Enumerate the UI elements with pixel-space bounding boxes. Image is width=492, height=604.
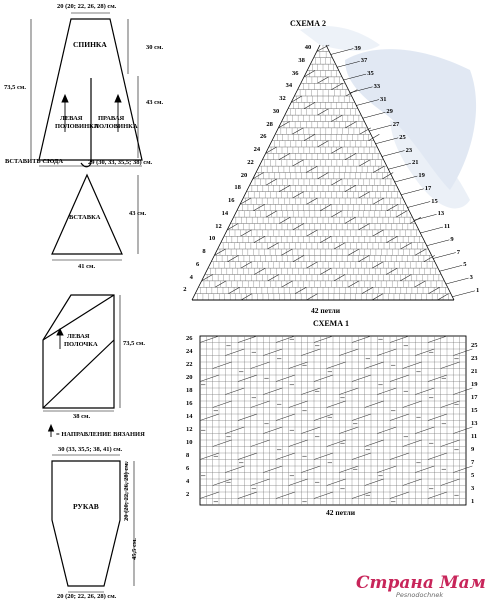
scheme1-row-number: 13 [471,419,478,427]
scheme2-row-number: 2 [183,286,187,294]
scheme2-row-number: 20 [240,171,248,179]
scheme2-row-number: 8 [202,248,206,256]
back-top-width: 20 (20; 22, 26, 28) см. [57,3,117,10]
scheme1-row-number: 18 [186,387,193,395]
scheme1-cross-symbol [276,375,295,382]
scheme1-cross-symbol [314,336,333,343]
scheme1-cross-symbol [301,427,320,434]
scheme1-row-number: 10 [186,439,193,447]
scheme2-row-number: 16 [228,197,235,205]
scheme1-row-number: 9 [471,445,475,453]
left-half-label-2: ПОЛОВИНКА [55,123,99,130]
scheme1-row-number: 23 [471,354,478,362]
scheme1-cross-symbol [453,349,472,356]
scheme1-cross-symbol [453,427,472,434]
scheme1-cross-symbol [377,427,396,434]
scheme1-cross-symbol [403,362,422,369]
scheme1-row-number: 24 [186,348,193,356]
scheme2-row-number: 39 [354,44,361,52]
scheme2-title: СХЕМА 2 [290,19,327,28]
back-lower-height: 43 см. [146,99,164,106]
sleeve-top-width: 30 (33, 35,5; 38, 41) см. [58,446,123,453]
scheme2-row-number: 36 [292,69,299,77]
scheme1-cross-symbol [352,336,371,343]
back-bottom-width: 29 (30, 33, 35,5; 38) см. [88,159,153,166]
scheme1-cross-symbol [365,479,384,486]
scheme2-row-number: 15 [431,197,438,205]
scheme1-cross-symbol [263,466,282,473]
scheme1-cross-symbol [289,479,308,486]
scheme1-cross-symbol [225,388,244,395]
scheme1-cross-symbol [352,375,371,382]
scheme2-row-number: 33 [373,82,381,90]
scheme2-row-number: 22 [247,158,254,166]
scheme1-cross-symbol [441,440,460,447]
scheme1-cross-symbol [377,466,396,473]
scheme1-row-number: 17 [471,393,478,401]
scheme2-row-number: 9 [450,235,454,243]
scheme2-row-number: 29 [386,108,393,116]
scheme2-row-number: 19 [418,172,425,180]
scheme1-row-number: 26 [186,335,193,343]
scheme1-cross-symbol [314,492,333,499]
sleeve-bottom-width: 20 (20; 22, 26, 28) см. [57,593,117,600]
scheme1-cross-symbol [213,440,232,447]
scheme2-row-number: 21 [412,159,419,167]
scheme1-cross-symbol [314,453,333,460]
scheme1-cross-symbol [339,427,358,434]
scheme1-row-number: 1 [471,497,475,505]
scheme1-cross-symbol [390,414,409,421]
scheme1-row-number: 25 [471,341,478,349]
scheme2-row-number: 28 [266,120,273,128]
left-front-height: 73,5 см. [123,340,145,347]
scheme2-row-number: 17 [424,184,432,192]
scheme2-row-number: 12 [215,222,222,230]
watermark-brand: Страна Мам [356,573,486,593]
scheme1-cross-symbol [365,362,384,369]
insert-width: 41 см. [78,263,96,270]
scheme1-cross-symbol [301,349,320,356]
scheme1-row-number: 14 [186,413,193,421]
scheme1-cross-symbol [213,401,232,408]
scheme1-cross-symbol [327,479,346,486]
scheme2-row-number: 4 [189,273,193,281]
scheme2-row-number: 25 [399,133,406,141]
scheme2-row-number: 26 [260,133,267,141]
scheme1-cross-symbol [200,414,219,421]
back-label: СПИНКА [73,40,107,49]
scheme1-row-number: 21 [471,367,478,375]
scheme2-row-number: 3 [469,274,473,282]
scheme1-cross-symbol [403,401,422,408]
scheme1-row-number: 15 [471,406,478,414]
scheme2-row-number: 27 [392,121,400,129]
scheme2-row-number: 34 [285,82,293,90]
scheme2-row-number: 40 [304,44,312,52]
scheme2-row-number: 13 [437,210,445,218]
scheme1-cross-symbol [263,349,282,356]
scheme1-cross-symbol [327,362,346,369]
scheme2-row-number: 5 [463,261,467,269]
scheme1-cross-symbol [238,453,257,460]
scheme2-row-number: 38 [298,56,305,64]
scheme2-row-number: 11 [444,223,451,231]
scheme1-cross-symbol [251,401,270,408]
scheme1-row-number: 7 [471,458,475,466]
scheme1-cross-symbol [276,492,295,499]
scheme1-cross-symbol [225,466,244,473]
right-half-label-2: ПОЛОВИНКА [94,123,138,130]
scheme1-cross-symbol [441,362,460,369]
scheme1-row-number: 12 [186,426,193,434]
scheme1-row-number: 5 [471,471,475,479]
scheme1-row-number: 16 [186,400,193,408]
scheme1-cross-symbol [453,388,472,395]
left-front-width: 38 см. [73,413,91,420]
scheme1-cross-symbol [377,349,396,356]
scheme1-row-number: 20 [186,374,193,382]
scheme2-row-number: 6 [196,260,200,268]
scheme2-row-number: 18 [234,184,241,192]
scheme1-cross-symbol [365,440,384,447]
scheme1-cross-symbol [327,401,346,408]
scheme1-cross-symbol [339,349,358,356]
scheme1-cross-symbol [301,466,320,473]
scheme1-title: СХЕМА 1 [313,319,350,328]
watermark-domain: Pesnodochnek [396,591,444,599]
scheme1-cross-symbol [365,401,384,408]
scheme1-cross-symbol [403,440,422,447]
sleeve-label: РУКАВ [73,502,99,511]
scheme1-cross-symbol [453,466,472,473]
scheme1-row-number: 11 [471,432,478,440]
scheme1-cross-symbol [428,336,447,343]
sleeve-total-height: 45,5 см. [131,538,138,560]
scheme1-cross-symbol [238,375,257,382]
scheme2-row-number: 32 [279,95,286,103]
scheme2-row-number: 35 [367,70,374,78]
scheme1-cross-symbol [200,375,219,382]
scheme1-cross-symbol [276,453,295,460]
scheme1-cross-symbol [390,492,409,499]
left-half-label-1: ЛЕВАЯ [60,115,83,122]
insert-label: ВСТАВКА [69,214,101,221]
scheme1-cross-symbol [390,375,409,382]
back-upper-height: 30 см. [146,44,164,51]
scheme1-row-number: 22 [186,361,193,369]
scheme1-cross-symbol [377,388,396,395]
scheme2-row-number: 30 [272,107,280,115]
scheme2-row-number: 1 [476,286,480,294]
back-total-height: 73,5 см. [4,84,26,91]
scheme1-cross-symbol [428,414,447,421]
scheme1-row-number: 8 [186,452,190,460]
scheme1-row-number: 4 [186,478,190,486]
scheme1-cross-symbol [415,427,434,434]
scheme1-row-number: 3 [471,484,475,492]
scheme2-row-number: 24 [253,146,261,154]
scheme1-cross-symbol [314,375,333,382]
scheme1-row-number: 6 [186,465,190,473]
insert-here-label: ВСТАВИТЬ СЮДА [5,158,64,165]
scheme1-cross-symbol [238,414,257,421]
scheme1-cross-symbol [225,349,244,356]
scheme2-row-number: 10 [208,235,216,243]
left-front-label-2: ПОЛОЧКА [64,341,98,348]
right-half-label-1: ПРАВАЯ [98,115,125,122]
scheme1-cross-symbol [238,492,257,499]
scheme1-cross-symbol [352,414,371,421]
scheme1-cross-symbol [428,492,447,499]
scheme1-cross-symbol [415,388,434,395]
scheme1-cross-symbol [428,453,447,460]
scheme1-cross-symbol [238,336,257,343]
scheme1-cross-symbol [289,401,308,408]
scheme1-cross-symbol [339,388,358,395]
scheme1-cross-symbol [403,479,422,486]
scheme1-row-number: 19 [471,380,478,388]
scheme1-cross-symbol [390,336,409,343]
sleeve-upper-height: 20 (20; 22, 26, 28) см. [123,461,130,521]
scheme1-cross-symbol [415,466,434,473]
scheme1-cross-symbol [251,479,270,486]
scheme2-row-number: 37 [360,57,368,65]
direction-note: = НАПРАВЛЕНИЕ ВЯЗАНИЯ [56,431,145,438]
scheme1-cross-symbol [289,440,308,447]
scheme1-cross-symbol [276,414,295,421]
scheme1-cross-symbol [263,388,282,395]
scheme1-cross-symbol [263,427,282,434]
scheme1-cross-symbol [213,362,232,369]
scheme1-cross-symbol [225,427,244,434]
scheme2-stitches: 42 петли [311,306,341,315]
scheme1-stitches: 42 петли [326,508,356,517]
scheme2-row-number: 14 [221,209,229,217]
left-front-label-1: ЛЕВАЯ [67,333,90,340]
scheme1-cross-symbol [251,440,270,447]
scheme2-row-number: 31 [380,95,387,103]
scheme1-cross-symbol [251,362,270,369]
scheme1-cross-symbol [352,453,371,460]
scheme2-row-number: 23 [405,146,413,154]
insert-height: 43 см. [129,210,147,217]
scheme1-cross-symbol [200,336,219,343]
scheme1-cross-symbol [441,479,460,486]
scheme2-row-number: 7 [456,248,461,256]
scheme1-cross-symbol [200,492,219,499]
scheme1-cross-symbol [390,453,409,460]
scheme1-row-number: 2 [186,491,190,499]
